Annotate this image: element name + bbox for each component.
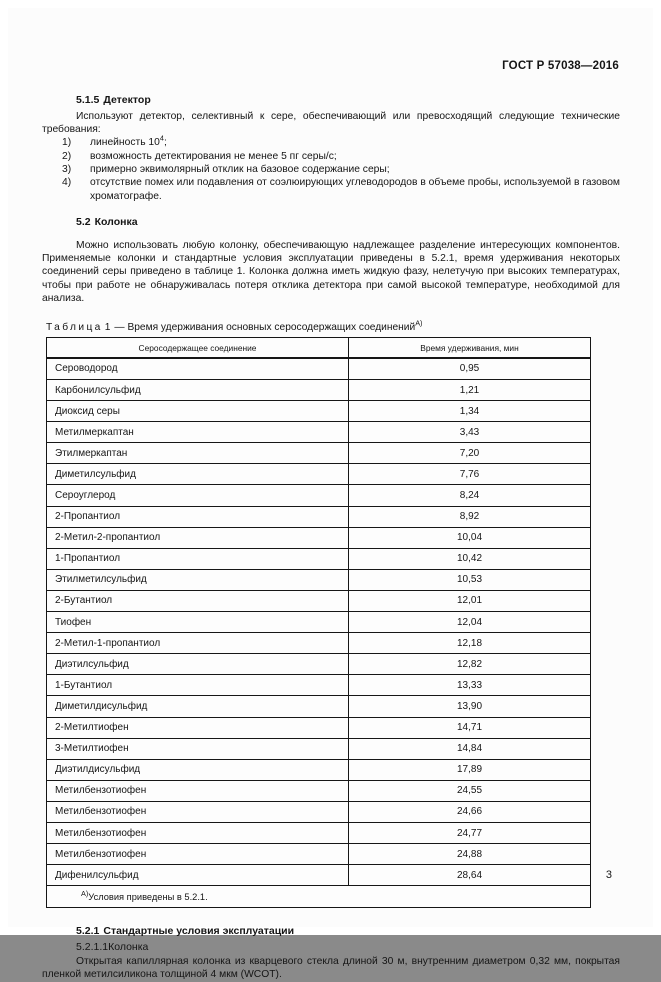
clause-title-detector: Детектор: [103, 94, 151, 106]
cell-retention-time: 7,20: [349, 443, 591, 464]
cell-compound: Диоксид серы: [47, 401, 349, 422]
list-text-1-before: линейность 10: [90, 137, 160, 149]
clause-title-standard-conditions: Стандартные условия эксплуатации: [103, 925, 295, 938]
list-marker-2: 2): [62, 150, 72, 162]
table-caption-superscript: А): [415, 318, 423, 328]
table-caption-word: Таблица: [46, 321, 103, 333]
list-text-2: возможность детектирования не менее 5 пг серы/с;: [90, 150, 337, 162]
table-row: [47, 548, 591, 569]
cell-compound: 2-Метил-2-пропантиол: [47, 527, 349, 548]
list-text-4: отсутствие помех или подавления от соэлюирующих углеводородов в объеме пробы, используемой в газовом хроматографе.: [90, 177, 620, 202]
cell-compound: Диметилдисульфид: [47, 696, 349, 717]
cell-compound: Этилмеркаптан: [47, 443, 349, 464]
cell-retention-time: 7,76: [349, 464, 591, 485]
list-marker-3: 3): [62, 164, 72, 175]
cell-compound: Метилбензотиофен: [47, 801, 349, 822]
list-text-1-after: ;: [163, 137, 167, 149]
table-row: [47, 569, 591, 590]
table-row: [47, 654, 591, 675]
table-header: [47, 337, 591, 358]
table-row: [47, 738, 591, 759]
cell-retention-time: 1,34: [349, 401, 591, 422]
table-footnote-cell: [47, 886, 591, 908]
cell-compound: 1-Пропантиол: [47, 548, 349, 569]
clause-number-detector: 5.1.5: [76, 94, 100, 106]
cell-compound: 2-Пропантиол: [47, 506, 349, 527]
table-row: [47, 590, 591, 611]
table-row: [47, 780, 591, 801]
cell-retention-time: 8,92: [349, 506, 591, 527]
table-caption-number: 1: [104, 321, 111, 333]
column-header-retention-time: Время удерживания, мин: [349, 337, 591, 358]
table-footnote-row: [47, 886, 591, 908]
table-footnote-superscript: А): [81, 888, 89, 898]
retention-time-table: [46, 337, 591, 908]
cell-retention-time: 24,88: [349, 844, 591, 865]
table-row: [47, 358, 591, 379]
cell-retention-time: 13,33: [349, 675, 591, 696]
cell-retention-time: 3,43: [349, 422, 591, 443]
cell-retention-time: 14,84: [349, 738, 591, 759]
cell-compound: 1-Бутантиол: [47, 675, 349, 696]
table-caption-dash: —: [114, 321, 125, 333]
cell-compound: Сероводород: [47, 358, 349, 379]
cell-compound: 2-Метил-1-пропантиол: [47, 633, 349, 654]
table-row: [47, 422, 591, 443]
cell-compound: Диэтилсульфид: [47, 654, 349, 675]
cell-compound: Метилбензотиофен: [47, 780, 349, 801]
list-item-detector-4: [42, 176, 620, 203]
table-row: [47, 696, 591, 717]
cell-retention-time: 10,04: [349, 527, 591, 548]
cell-retention-time: 12,18: [349, 633, 591, 654]
table-row: [47, 844, 591, 865]
cell-compound: Дифенилсульфид: [47, 865, 349, 886]
cell-compound: Тиофен: [47, 612, 349, 633]
clause-number-column: 5.2: [76, 215, 91, 228]
cell-retention-time: 24,66: [349, 801, 591, 822]
table-row: [47, 759, 591, 780]
clause-heading-column: [42, 216, 620, 228]
table-footnote-text: Условия приведены в 5.2.1.: [88, 891, 208, 902]
table-row: [47, 380, 591, 401]
table-row: [47, 801, 591, 822]
subclause-title-column: Колонка: [108, 941, 149, 954]
table-row: [47, 401, 591, 422]
cell-retention-time: 10,53: [349, 569, 591, 590]
clause-title-column: Колонка: [94, 215, 138, 228]
table-row: [47, 675, 591, 696]
column-paragraph: Можно использовать любую колонку, обеспечивающую надлежащее разделение интересующих компонентов. Применяемые колонки и стандартные условия эксплуатации приведены в 5.2.1, время удерживания некоторых соединений серы приведено в таблице 1. Колонка должна иметь жидкую фазу, нелетучую при высоких температурах, чтобы при работе не обнаруживалась потеря отклика детектора при самой высокой температуре, необходимой для анализа.: [42, 239, 620, 304]
table-row: [47, 527, 591, 548]
cell-retention-time: 28,64: [349, 865, 591, 886]
list-item-detector-1: [42, 133, 620, 149]
cell-retention-time: 8,24: [349, 485, 591, 506]
clause-number-standard-conditions: 5.2.1: [76, 925, 100, 938]
cell-compound: 2-Метилтиофен: [47, 717, 349, 738]
cell-compound: Сероуглерод: [47, 485, 349, 506]
page-number: 3: [605, 869, 612, 881]
table-row: [47, 822, 591, 843]
list-text-1-superscript: 4: [159, 133, 164, 143]
table-row: [47, 506, 591, 527]
table-row: [47, 865, 591, 886]
list-item-detector-2: [42, 150, 620, 163]
subclause-number-column: 5.2.1.1: [76, 941, 109, 954]
cell-compound: Этилметилсульфид: [47, 569, 349, 590]
table-row: [47, 717, 591, 738]
cell-retention-time: 13,90: [349, 696, 591, 717]
table-header-row: [47, 337, 591, 358]
clause-heading-detector: [42, 94, 620, 106]
detector-intro-paragraph: Используют детектор, селективный к сере, обеспечивающий или превосходящий следующие технические требования:: [42, 111, 620, 136]
cell-retention-time: 0,95: [349, 358, 591, 379]
cell-retention-time: 12,04: [349, 612, 591, 633]
document-header-standard-id: ГОСТ Р 57038—2016: [502, 60, 619, 72]
table-row: [47, 633, 591, 654]
cell-compound: Диэтилдисульфид: [47, 759, 349, 780]
cell-compound: Диметилсульфид: [47, 464, 349, 485]
standard-conditions-paragraph: Открытая капиллярная колонка из кварцевого стекла длиной 30 м, внутренним диаметром 0,32 мм, покрытая пленкой метилсиликона толщиной 4 мкм (WCOT).: [42, 956, 620, 981]
cell-compound: Метилмеркаптан: [47, 422, 349, 443]
cell-retention-time: 12,01: [349, 590, 591, 611]
cell-retention-time: 24,55: [349, 780, 591, 801]
list-marker-1: 1): [62, 137, 72, 149]
cell-retention-time: 17,89: [349, 759, 591, 780]
cell-retention-time: 1,21: [349, 380, 591, 401]
cell-retention-time: 12,82: [349, 654, 591, 675]
cell-compound: Карбонилсульфид: [47, 380, 349, 401]
page-sheet: [8, 8, 653, 981]
table-body: [47, 358, 591, 907]
subclause-heading-column: [42, 941, 620, 953]
table-row: [47, 464, 591, 485]
cell-retention-time: 10,42: [349, 548, 591, 569]
cell-compound: Метилбензотиофен: [47, 844, 349, 865]
clause-heading-standard-conditions: [42, 925, 620, 937]
cell-compound: Метилбензотиофен: [47, 822, 349, 843]
cell-retention-time: 14,71: [349, 717, 591, 738]
table-caption-text: Время удерживания основных серосодержащих соединений: [127, 321, 416, 333]
table-row: [47, 443, 591, 464]
cell-compound: 3-Метилтиофен: [47, 738, 349, 759]
table-caption: [42, 318, 620, 333]
column-header-compound: Серосодержащее соединение: [47, 337, 349, 358]
table-row: [47, 612, 591, 633]
list-item-detector-3: [42, 163, 620, 176]
list-text-3: примерно эквимолярный отклик на базовое содержание серы;: [90, 164, 390, 175]
page-content: [42, 60, 620, 982]
cell-retention-time: 24,77: [349, 822, 591, 843]
list-marker-4: 4): [62, 177, 72, 189]
table-row: [47, 485, 591, 506]
cell-compound: 2-Бутантиол: [47, 590, 349, 611]
